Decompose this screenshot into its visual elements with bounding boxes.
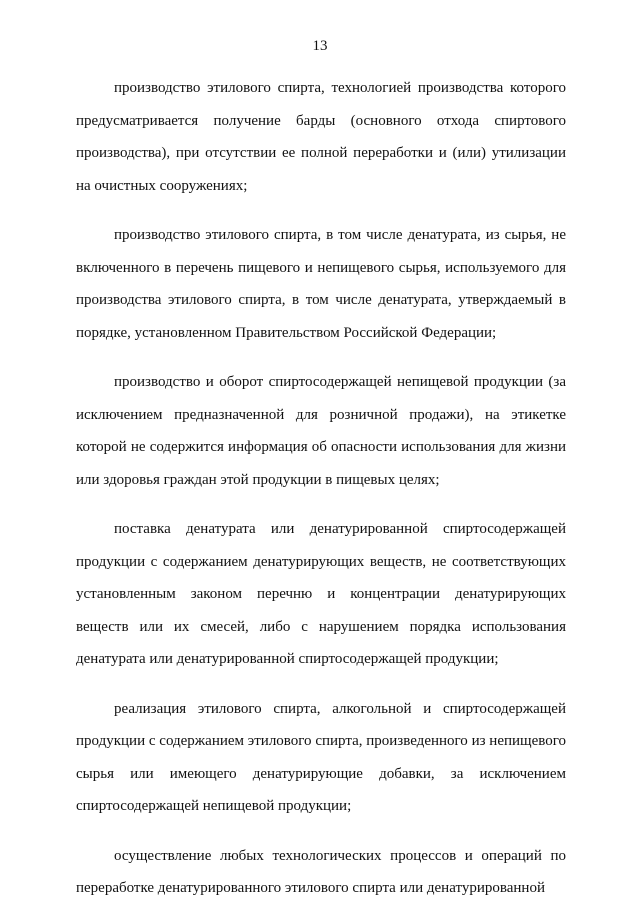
page-number: 13 — [312, 38, 328, 54]
paragraph-non-food-raw-sale: реализация этилового спирта, алкогольной и спиртосодержащей продукции с содержанием этилового спирта, произведенного из непищевого сырья или имеющего денатурирующие добавки, за исключением спиртосодержащей непищевой продукции; — [76, 700, 566, 814]
paragraph-barda-production: производство этилового спирта, технологией производства которого предусматривается получение барды (основного отхода спиртового производства), при отсутствии ее полной переработки и (или) утилизации на очистных сооружениях; — [76, 80, 566, 194]
paragraph-unlisted-raw-materials: производство этилового спирта, в том числе денатурата, из сырья, не включенного в перечень пищевого и непищевого сырья, используемого для производства этилового спирта, в том числе денатурата, утверждаемый в порядке, установленном Правительством Российской Федерации; — [76, 227, 566, 341]
paragraph-non-food-labeling: производство и оборот спиртосодержащей непищевой продукции (за исключением предназначенной для розничной продажи), на этикетке которой не содержится информация об опасности использования для жизни или здоровья граждан этой продукции в пищевых целях; — [76, 374, 566, 488]
paragraph-denaturant-supply: поставка денатурата или денатурированной спиртосодержащей продукции с содержанием денатурирующих веществ, не соответствующих установленным законом перечню и концентрации денатурирующих веществ или их смесей, либо с нарушением порядка использования денатурата или денатурированной спиртосодержащей продукции; — [76, 521, 566, 667]
paragraph-denatured-processing: осуществление любых технологических процессов и операций по переработке денатурированного этилового спирта или денатурированной — [76, 847, 566, 896]
document-body — [76, 72, 566, 905]
